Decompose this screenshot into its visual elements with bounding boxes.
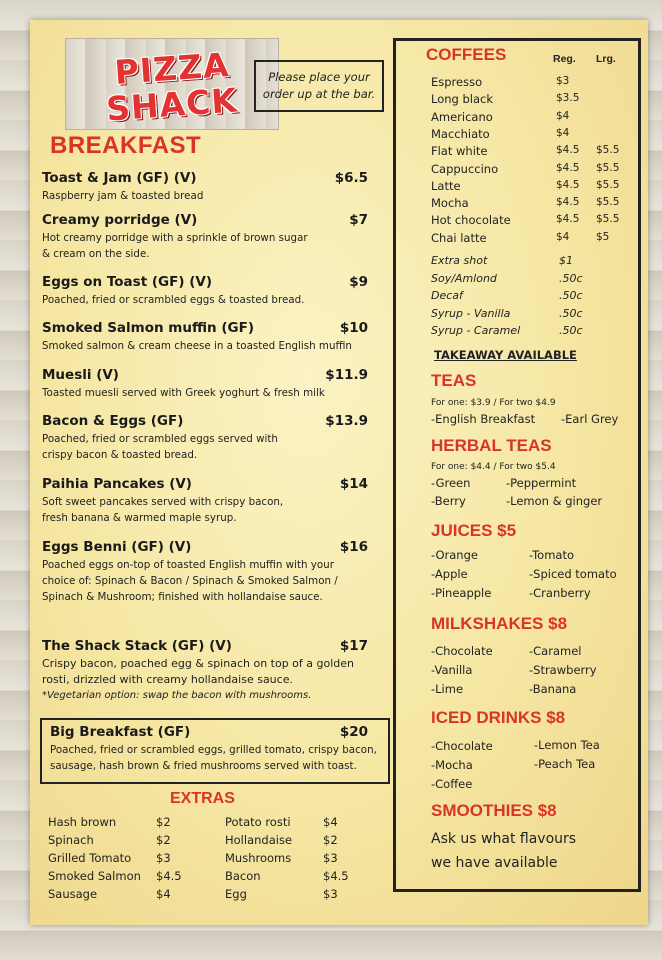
coffee-lrg-price: $5.5 bbox=[596, 196, 620, 209]
item-name: Eggs on Toast (GF) (V) bbox=[42, 274, 212, 290]
item-price: $7 bbox=[349, 212, 368, 228]
item-price: $11.9 bbox=[325, 367, 368, 383]
milkshake-item: -Lime bbox=[431, 682, 464, 696]
extra-price: $2 bbox=[156, 815, 171, 829]
iced-item: -Mocha bbox=[431, 758, 473, 772]
item-name: The Shack Stack (GF) (V) bbox=[42, 638, 232, 654]
milkshake-item: -Caramel bbox=[529, 644, 582, 658]
extra-name: Smoked Salmon bbox=[48, 869, 141, 883]
coffee-name: Long black bbox=[431, 92, 494, 107]
juices-title: JUICES $5 bbox=[431, 521, 517, 540]
coffee-extra-price: .50c bbox=[559, 324, 583, 338]
item-desc: Poached, fried or scrambled eggs served with crispy bacon & toasted bread. bbox=[42, 433, 278, 461]
herbal-item: -Lemon & ginger bbox=[506, 494, 603, 508]
item-note: *Vegetarian option: swap the bacon with mushrooms. bbox=[42, 690, 312, 701]
coffee-extra-name: Syrup - Caramel bbox=[431, 324, 521, 338]
juice-item: -Spiced tomato bbox=[529, 567, 617, 581]
teas-title: TEAS bbox=[431, 371, 477, 390]
coffee-reg-price: $4 bbox=[556, 230, 570, 243]
coffee-reg-price: $3 bbox=[556, 75, 570, 87]
coffee-lrg-price: $5.5 bbox=[596, 161, 620, 174]
coffee-reg-price: $3.5 bbox=[556, 92, 580, 105]
coffee-extra-name: Syrup - Vanilla bbox=[431, 306, 511, 320]
item-name: Smoked Salmon muffin (GF) bbox=[42, 320, 254, 336]
herbal-item: -Green bbox=[431, 476, 471, 490]
reg-header: Reg. bbox=[553, 53, 576, 65]
lrg-header: Lrg. bbox=[596, 53, 616, 65]
extra-name: Bacon bbox=[225, 869, 261, 883]
logo-line-2: SHACK bbox=[104, 80, 240, 129]
smoothies-line-1: Ask us what flavours bbox=[431, 831, 577, 847]
coffee-reg-price: $4 bbox=[556, 109, 570, 122]
item-desc: Soft sweet pancakes served with crispy bacon, fresh banana & warmed maple syrup. bbox=[42, 496, 284, 524]
coffee-extra-name: Decaf bbox=[431, 289, 463, 303]
milkshake-item: -Banana bbox=[529, 682, 577, 696]
item-name: Muesli (V) bbox=[42, 367, 119, 383]
coffees-title: COFFEES bbox=[426, 45, 507, 64]
coffee-reg-price: $4.5 bbox=[556, 196, 580, 209]
item-desc: Crispy bacon, poached egg & spinach on top of a golden rosti, drizzled with creamy hollandaise sauce. bbox=[42, 657, 355, 686]
item-name: Big Breakfast (GF) bbox=[50, 724, 191, 740]
extra-name: Egg bbox=[225, 887, 247, 901]
coffee-name: Flat white bbox=[431, 144, 488, 159]
coffee-reg-price: $4.5 bbox=[556, 144, 580, 157]
milkshakes-title: MILKSHAKES $8 bbox=[431, 614, 568, 633]
herbal-item: -Berry bbox=[431, 494, 466, 508]
item-price: $13.9 bbox=[325, 413, 368, 429]
extra-price: $4.5 bbox=[323, 869, 349, 883]
menu-item bbox=[42, 274, 380, 308]
extra-price: $3 bbox=[156, 851, 171, 865]
milkshake-item: -Chocolate bbox=[431, 644, 493, 658]
menu-item bbox=[42, 638, 380, 701]
big-breakfast-box bbox=[40, 718, 390, 784]
menu-sheet bbox=[30, 20, 648, 925]
extras-title: EXTRAS bbox=[170, 790, 235, 807]
smoothies-title: SMOOTHIES $8 bbox=[431, 801, 557, 820]
item-desc: Poached eggs on-top of toasted English muffin with your choice of: Spinach & Bacon / Spinach & Smoked Salmon / Spinach & Mushroom; finished with hollandaise sauce. bbox=[42, 559, 338, 603]
coffee-extra-price: .50c bbox=[559, 306, 583, 320]
item-desc: Hot creamy porridge with a sprinkle of brown sugar & cream on the side. bbox=[42, 232, 308, 260]
coffee-reg-price: $4.5 bbox=[556, 213, 580, 226]
menu-item bbox=[42, 320, 380, 354]
tea-item: -English Breakfast bbox=[431, 412, 536, 426]
iced-item: -Coffee bbox=[431, 777, 473, 791]
extra-price: $4 bbox=[156, 887, 171, 901]
extra-price: $4.5 bbox=[156, 869, 182, 883]
coffee-reg-price: $4 bbox=[556, 126, 570, 139]
logo-line-1: PIZZA bbox=[113, 45, 231, 92]
coffee-name: Chai latte bbox=[431, 230, 487, 245]
coffee-lrg-price: $5.5 bbox=[596, 178, 620, 191]
coffee-lrg-price: $5.5 bbox=[596, 144, 620, 157]
item-price: $14 bbox=[339, 476, 368, 492]
milkshake-item: -Strawberry bbox=[529, 663, 597, 677]
iced-item: -Peach Tea bbox=[534, 757, 596, 771]
menu-item bbox=[42, 476, 380, 526]
extra-price: $2 bbox=[156, 833, 171, 847]
item-desc: Raspberry jam & toasted bread bbox=[42, 190, 204, 202]
item-name: Paihia Pancakes (V) bbox=[42, 476, 192, 492]
juice-item: -Cranberry bbox=[529, 586, 591, 600]
coffee-name: Espresso bbox=[431, 75, 483, 89]
breakfast-title: BREAKFAST bbox=[50, 132, 202, 159]
coffee-name: Americano bbox=[431, 109, 493, 124]
milkshake-item: -Vanilla bbox=[431, 663, 473, 677]
iced-item: -Chocolate bbox=[431, 739, 493, 753]
item-price: $9 bbox=[349, 274, 368, 290]
coffee-lrg-price: $5 bbox=[596, 230, 610, 243]
menu-item bbox=[42, 170, 380, 204]
menu-item bbox=[42, 367, 380, 401]
herbal-item: -Peppermint bbox=[506, 476, 577, 490]
herbal-pricing: For one: $4.4 / For two $5.4 bbox=[431, 462, 556, 472]
item-price: $16 bbox=[339, 539, 368, 555]
herbal-title: HERBAL TEAS bbox=[431, 436, 552, 455]
coffee-reg-price: $4.5 bbox=[556, 178, 580, 191]
order-notice: Please place your order up at the bar. bbox=[254, 60, 384, 112]
coffee-extra-name: Extra shot bbox=[431, 254, 488, 267]
iced-title: ICED DRINKS $8 bbox=[431, 708, 566, 727]
coffee-extra-price: .50c bbox=[559, 289, 583, 303]
extra-name: Hash brown bbox=[48, 815, 117, 829]
item-desc: Toasted muesli served with Greek yoghurt & fresh milk bbox=[42, 387, 325, 399]
extra-name: Mushrooms bbox=[225, 851, 292, 865]
coffee-name: Latte bbox=[431, 178, 461, 193]
item-price: $17 bbox=[339, 638, 368, 654]
extra-name: Grilled Tomato bbox=[48, 851, 132, 865]
item-name: Creamy porridge (V) bbox=[42, 212, 198, 228]
extra-name: Hollandaise bbox=[225, 833, 293, 847]
item-price: $20 bbox=[339, 724, 368, 740]
pizza-shack-logo bbox=[65, 38, 279, 130]
teas-pricing: For one: $3.9 / For two $4.9 bbox=[431, 398, 556, 408]
item-name: Eggs Benni (GF) (V) bbox=[42, 539, 192, 555]
coffee-name: Macchiato bbox=[431, 126, 490, 141]
smoothies-line-2: we have available bbox=[431, 855, 558, 871]
extra-name: Sausage bbox=[48, 887, 98, 901]
coffee-extra-name: Soy/Amlond bbox=[431, 271, 497, 285]
coffee-extra-price: $1 bbox=[559, 254, 573, 267]
item-desc: Poached, fried or scrambled eggs & toasted bread. bbox=[42, 294, 305, 306]
drinks-panel bbox=[393, 38, 641, 892]
coffee-reg-price: $4.5 bbox=[556, 161, 580, 174]
menu-item bbox=[42, 212, 380, 262]
item-price: $10 bbox=[339, 320, 368, 336]
menu-item bbox=[42, 539, 380, 605]
item-name: Bacon & Eggs (GF) bbox=[42, 413, 184, 429]
extra-price: $3 bbox=[323, 851, 338, 865]
menu-item bbox=[42, 724, 388, 774]
item-name: Toast & Jam (GF) (V) bbox=[42, 170, 197, 186]
juice-item: -Tomato bbox=[529, 548, 574, 562]
iced-item: -Lemon Tea bbox=[534, 738, 600, 752]
item-desc: Poached, fried or scrambled eggs, grilled tomato, crispy bacon, sausage, hash brown & fried mushrooms served with toast. bbox=[50, 744, 377, 772]
takeaway-label: TAKEAWAY AVAILABLE bbox=[434, 348, 577, 362]
coffee-extra-price: .50c bbox=[559, 271, 583, 285]
extra-price: $2 bbox=[323, 833, 338, 847]
item-desc: Smoked salmon & cream cheese in a toasted English muffin bbox=[42, 340, 352, 352]
extra-name: Potato rosti bbox=[225, 815, 291, 829]
menu-item bbox=[42, 413, 380, 463]
coffee-name: Cappuccino bbox=[431, 161, 499, 176]
juice-item: -Orange bbox=[431, 548, 478, 562]
juice-item: -Apple bbox=[431, 567, 468, 581]
juice-item: -Pineapple bbox=[431, 586, 492, 600]
coffee-lrg-price: $5.5 bbox=[596, 213, 620, 226]
item-price: $6.5 bbox=[334, 170, 368, 186]
tea-item: -Earl Grey bbox=[561, 412, 619, 426]
extra-name: Spinach bbox=[48, 833, 94, 847]
coffee-name: Mocha bbox=[431, 196, 469, 211]
extra-price: $3 bbox=[323, 887, 338, 901]
coffee-name: Hot chocolate bbox=[431, 213, 511, 228]
extra-price: $4 bbox=[323, 815, 338, 829]
